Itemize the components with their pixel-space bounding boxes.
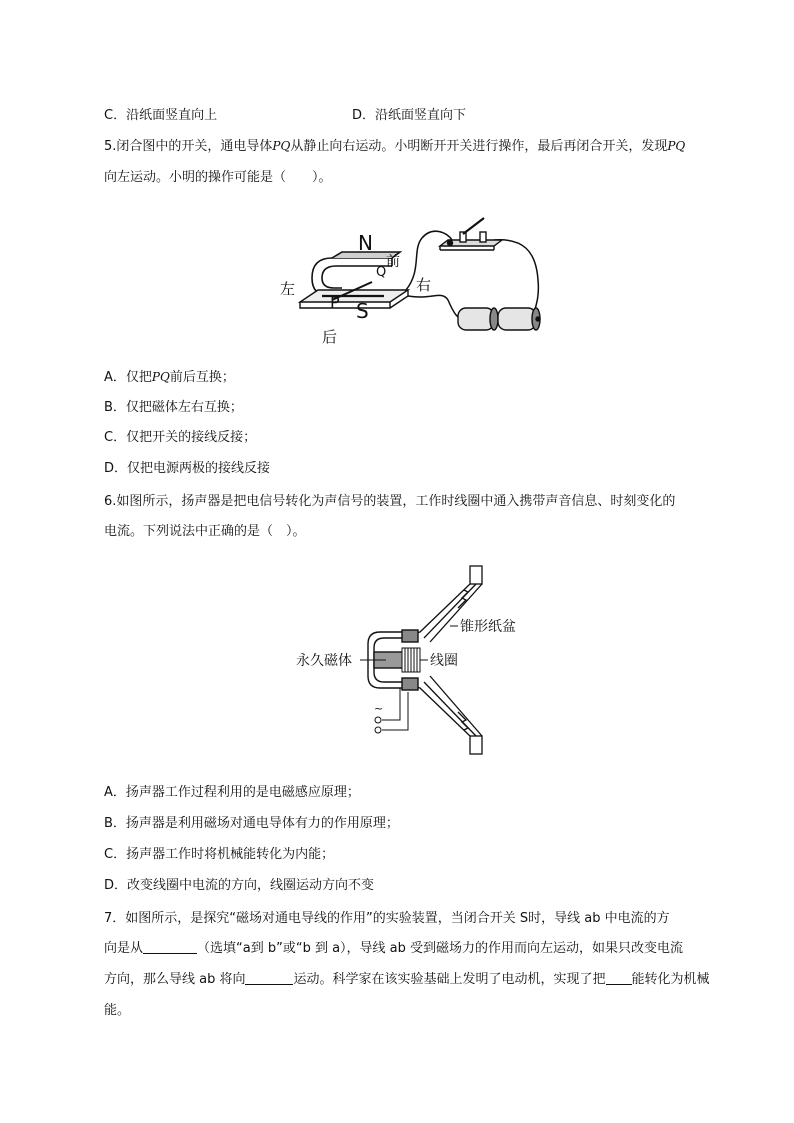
q6-option-c: C．扬声器工作时将机械能转化为内能； xyxy=(104,847,335,862)
coil-leads xyxy=(374,688,408,733)
label-coil: 线圈 xyxy=(430,653,458,669)
q7-line3-text-a: 方向，那么导线 ab 将向 xyxy=(104,972,246,987)
q7-line4: 能。 xyxy=(104,1003,131,1018)
q6-option-b: B．扬声器是利用磁场对通电导体有力的作用原理； xyxy=(104,816,399,831)
q5-pq-symbol-2: PQ xyxy=(667,139,686,153)
q7-blank-3[interactable] xyxy=(606,970,632,985)
label-cone: 锥形纸盆 xyxy=(460,619,516,635)
label-s: S xyxy=(356,299,369,323)
q5-pq-symbol: PQ xyxy=(272,139,291,153)
q6-stem-line2: 电流。下列说法中正确的是（ ）。 xyxy=(104,524,306,539)
label-p: P xyxy=(330,293,340,312)
q5-stem-line1 xyxy=(104,135,685,154)
q5-stem-text-b: 从静止向右运动。小明断开开关进行操作，最后再闭合开关，发现 xyxy=(290,139,668,154)
q5-option-b: B．仅把磁体左右互换； xyxy=(104,400,243,415)
rails xyxy=(300,282,408,308)
label-q: Q xyxy=(376,265,387,280)
q4-option-d: D．沿纸面竖直向下 xyxy=(352,108,467,123)
label-front: 前 xyxy=(386,254,400,270)
label-magnet: 永久磁体 xyxy=(296,653,352,669)
label-right: 右 xyxy=(416,276,432,294)
q6-speaker-figure xyxy=(290,562,530,758)
label-n: N xyxy=(358,231,373,255)
q7-blank-1[interactable] xyxy=(143,939,197,954)
q7-line3-text-b: 运动。科学家在该实验基础上发明了电动机，实现了把 xyxy=(293,972,606,987)
q7-line1: 7．如图所示，是探究“磁场对通电导线的作用”的实验装置，当闭合开关 S时，导线 ab 中电流的方 xyxy=(104,911,670,926)
q7-line2-text-b: （选填“a到 b”或“b 到 a），导线 ab 受到磁场力的作用而向左运动，如果只改变电流 xyxy=(197,941,684,956)
q5-magnet-circuit-figure xyxy=(272,210,552,350)
q5-option-a-text-2: 前后互换； xyxy=(169,370,235,385)
label-back: 后 xyxy=(322,328,338,346)
q5-option-d: D．仅把电源两极的接线反接 xyxy=(104,461,271,476)
q4-option-c: C．沿纸面竖直向上 xyxy=(104,108,218,123)
svg-text:~: ~ xyxy=(374,702,384,715)
q5-stem-text-a: 5.闭合图中的开关，通电导体 xyxy=(104,139,273,154)
q5-option-a xyxy=(104,366,235,385)
q7-line3-text-c: 能转化为机械 xyxy=(631,972,710,987)
q5-option-a-text-1: A．仅把 xyxy=(104,370,152,385)
q6-option-d: D．改变线圈中电流的方向，线圈运动方向不变 xyxy=(104,878,375,893)
battery-pack xyxy=(458,308,540,330)
q6-stem-line1: 6.如图所示，扬声器是把电信号转化为声信号的装置，工作时线圈中通入携带声音信息、时刻变化的 xyxy=(104,494,676,509)
q5-option-a-pq: PQ xyxy=(151,370,170,384)
q7-blank-2[interactable] xyxy=(245,970,293,985)
knife-switch xyxy=(440,218,502,250)
label-left: 左 xyxy=(280,280,296,298)
q5-option-c: C．仅把开关的接线反接； xyxy=(104,430,257,445)
q7-line2-text-a: 向是从 xyxy=(104,941,144,956)
q7-line3 xyxy=(104,968,710,987)
voice-coil xyxy=(402,648,420,672)
q7-line2 xyxy=(104,937,683,956)
q5-stem-line2: 向左运动。小明的操作可能是（ ）。 xyxy=(104,170,332,185)
q6-option-a: A．扬声器工作过程利用的是电磁感应原理； xyxy=(104,785,360,800)
